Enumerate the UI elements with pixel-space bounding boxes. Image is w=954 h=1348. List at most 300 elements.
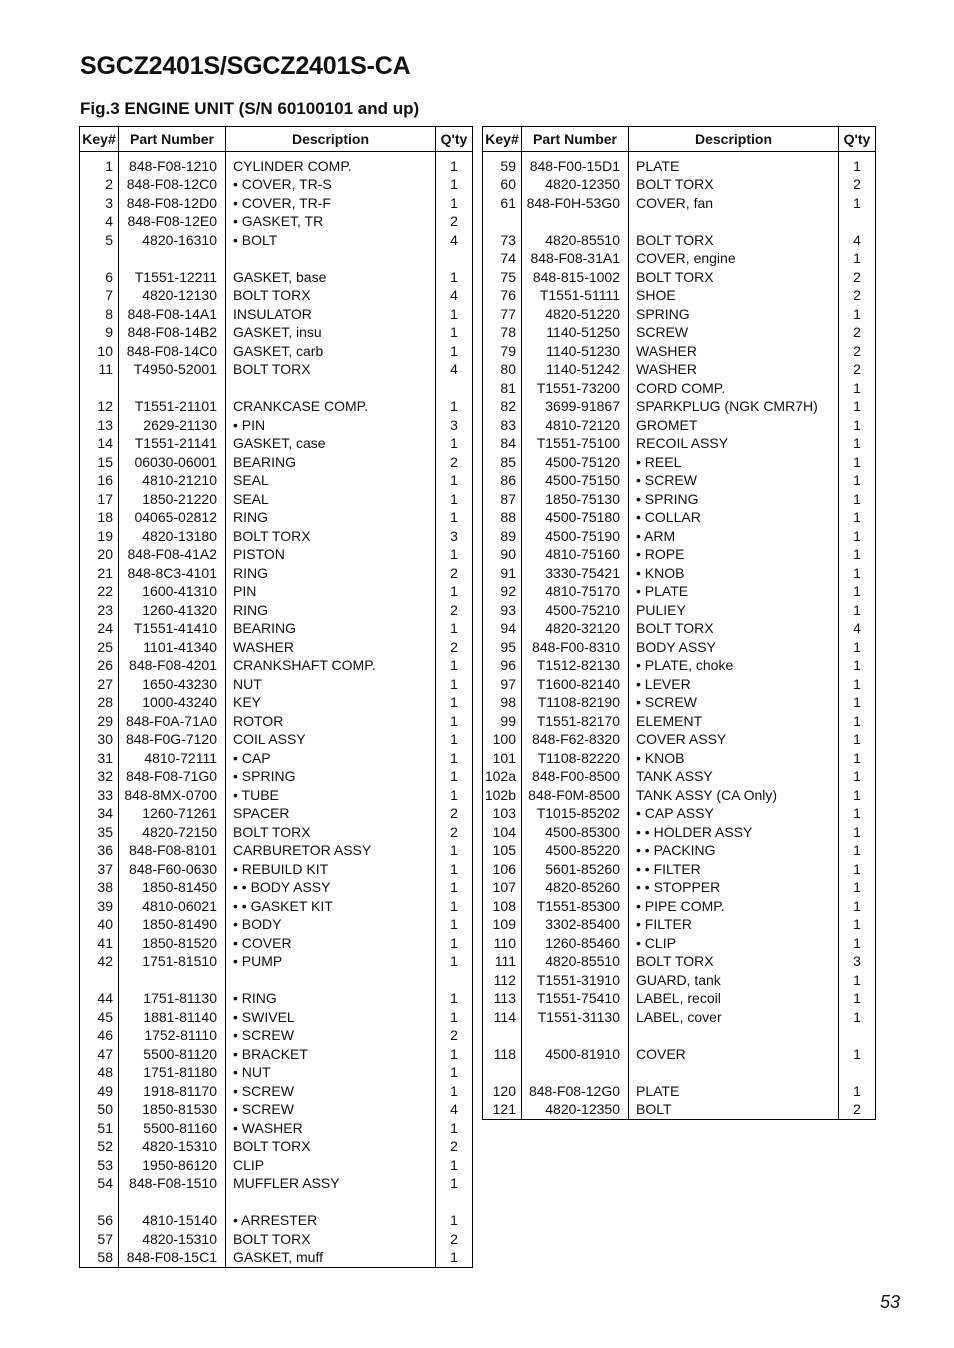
cell-description: LABEL, cover [629,1008,839,1027]
cell-description: • CLIP [629,934,839,953]
cell-part-number: 848-F08-1210 [119,157,226,176]
cell-key: 30 [80,730,119,749]
table-row [483,305,876,324]
cell-quantity: 1 [436,1248,473,1267]
cell-part-number: T1551-73200 [522,379,629,398]
cell-description: PLATE [629,1082,839,1101]
table-row [483,212,876,231]
cell-quantity: 2 [436,1026,473,1045]
cell-part-number: T1512-82130 [522,656,629,675]
table-row [483,823,876,842]
cell-key: 99 [483,712,522,731]
cell-quantity: 1 [839,249,876,268]
cell-key: 22 [80,582,119,601]
cell-key: 16 [80,471,119,490]
cell-quantity: 1 [839,749,876,768]
cell-key: 29 [80,712,119,731]
cell-description: • COLLAR [629,508,839,527]
cell-key: 42 [80,952,119,971]
cell-quantity: 4 [436,286,473,305]
table-row [483,693,876,712]
cell-description [629,212,839,231]
cell-part-number: 848-F08-14A1 [119,305,226,324]
cell-part-number: 848-F62-8320 [522,730,629,749]
column-header-part-number: Part Number [119,127,226,152]
cell-part-number: 1850-75130 [522,490,629,509]
cell-key: 25 [80,638,119,657]
cell-description: SPRING [629,305,839,324]
table-row [483,379,876,398]
cell-description: • • FILTER [629,860,839,879]
cell-part-number [119,249,226,268]
cell-quantity: 2 [436,1137,473,1156]
table-row [483,860,876,879]
cell-key: 100 [483,730,522,749]
cell-description: BEARING [226,619,436,638]
cell-description: SCREW [629,323,839,342]
cell-key: 93 [483,601,522,620]
cell-part-number: 848-F08-8101 [119,841,226,860]
cell-part-number: T1015-85202 [522,804,629,823]
cell-quantity: 1 [436,1174,473,1193]
cell-description [226,1193,436,1212]
cell-part-number: 1260-85460 [522,934,629,953]
column-header-key: Key# [80,127,119,152]
cell-quantity: 1 [839,397,876,416]
cell-part-number: 1950-86120 [119,1156,226,1175]
table-row [483,841,876,860]
cell-description: • KNOB [629,749,839,768]
cell-quantity: 2 [839,360,876,379]
cell-key: 50 [80,1100,119,1119]
cell-part-number: T4950-52001 [119,360,226,379]
cell-description: • BOLT [226,231,436,250]
cell-key: 92 [483,582,522,601]
table-row [80,1230,473,1249]
table-row [483,564,876,583]
cell-quantity: 1 [436,952,473,971]
cell-key: 90 [483,545,522,564]
cell-part-number: 848-F08-12D0 [119,194,226,213]
cell-description: COVER, engine [629,249,839,268]
cell-key: 28 [80,693,119,712]
cell-part-number: 4820-12350 [522,175,629,194]
cell-part-number: T1551-75410 [522,989,629,1008]
cell-quantity: 1 [436,305,473,324]
table-row [483,545,876,564]
table-row [80,1248,473,1267]
cell-quantity: 1 [436,545,473,564]
column-header-description: Description [226,127,436,152]
cell-part-number: 848-F08-15C1 [119,1248,226,1267]
cell-quantity: 1 [839,860,876,879]
table-row [80,323,473,342]
cell-part-number: 848-F00-15D1 [522,157,629,176]
cell-part-number: 1101-41340 [119,638,226,657]
cell-key: 113 [483,989,522,1008]
cell-quantity: 1 [839,971,876,990]
cell-key: 18 [80,508,119,527]
cell-description: COVER ASSY [629,730,839,749]
cell-key: 36 [80,841,119,860]
cell-description: RING [226,601,436,620]
cell-description: • NUT [226,1063,436,1082]
cell-part-number: 848-F08-41A2 [119,545,226,564]
cell-quantity [839,1026,876,1045]
cell-key: 3 [80,194,119,213]
table-row [483,786,876,805]
cell-part-number: 848-F0M-8500 [522,786,629,805]
table-row [483,675,876,694]
cell-description: BOLT TORX [226,1230,436,1249]
cell-key: 75 [483,268,522,287]
cell-quantity: 2 [436,564,473,583]
table-row [483,1045,876,1064]
cell-key [80,379,119,398]
cell-part-number: 848-F0H-53G0 [522,194,629,213]
cell-key: 102a [483,767,522,786]
cell-part-number [522,212,629,231]
cell-key: 91 [483,564,522,583]
cell-description: RING [226,564,436,583]
cell-key: 14 [80,434,119,453]
table-row [80,804,473,823]
cell-description: • PLATE [629,582,839,601]
cell-description: CLIP [226,1156,436,1175]
cell-key: 88 [483,508,522,527]
cell-part-number: 1260-71261 [119,804,226,823]
cell-quantity: 1 [839,434,876,453]
cell-quantity: 1 [839,675,876,694]
table-row [483,416,876,435]
cell-quantity: 4 [839,619,876,638]
cell-quantity: 1 [436,1156,473,1175]
cell-quantity: 1 [436,490,473,509]
cell-part-number: 3330-75421 [522,564,629,583]
cell-key: 4 [80,212,119,231]
cell-description: • SPRING [226,767,436,786]
cell-key: 15 [80,453,119,472]
cell-part-number: T1551-21141 [119,434,226,453]
cell-quantity: 1 [436,268,473,287]
cell-part-number: 4810-15140 [119,1211,226,1230]
cell-part-number: 4820-12350 [522,1100,629,1119]
cell-description: SEAL [226,471,436,490]
cell-description: ROTOR [226,712,436,731]
cell-description [226,971,436,990]
cell-key: 32 [80,767,119,786]
cell-part-number: 848-F08-71G0 [119,767,226,786]
cell-key: 57 [80,1230,119,1249]
table-row [483,915,876,934]
cell-description: • TUBE [226,786,436,805]
cell-description: COVER, fan [629,194,839,213]
cell-part-number: 1752-81110 [119,1026,226,1045]
cell-description: WASHER [226,638,436,657]
cell-description: MUFFLER ASSY [226,1174,436,1193]
cell-quantity: 1 [436,434,473,453]
table-row [80,1119,473,1138]
cell-part-number: 4820-85510 [522,952,629,971]
cell-key [483,1063,522,1082]
cell-quantity: 1 [436,749,473,768]
table-row [80,1193,473,1212]
table-row [80,1156,473,1175]
cell-key [483,212,522,231]
cell-key: 80 [483,360,522,379]
cell-part-number: 4500-75150 [522,471,629,490]
cell-part-number [119,379,226,398]
cell-part-number: 1260-41320 [119,601,226,620]
cell-description: INSULATOR [226,305,436,324]
cell-key: 61 [483,194,522,213]
cell-quantity: 1 [436,508,473,527]
cell-part-number: 4810-75170 [522,582,629,601]
cell-part-number: T1600-82140 [522,675,629,694]
cell-part-number: 4500-75190 [522,527,629,546]
cell-quantity: 1 [839,989,876,1008]
table-row [80,712,473,731]
cell-quantity: 4 [436,360,473,379]
cell-description: SHOE [629,286,839,305]
table-row [80,823,473,842]
cell-quantity: 1 [839,786,876,805]
cell-part-number: 5500-81120 [119,1045,226,1064]
cell-description: • • PACKING [629,841,839,860]
cell-description: • CAP ASSY [629,804,839,823]
cell-quantity: 1 [436,693,473,712]
cell-key: 47 [80,1045,119,1064]
table-row [483,749,876,768]
cell-key: 17 [80,490,119,509]
cell-quantity: 1 [436,989,473,1008]
cell-description: WASHER [629,342,839,361]
cell-description: GROMET [629,416,839,435]
cell-quantity: 1 [436,1119,473,1138]
table-row [80,175,473,194]
cell-quantity: 2 [839,286,876,305]
cell-key: 26 [80,656,119,675]
cell-key: 58 [80,1248,119,1267]
cell-part-number: 848-F00-8310 [522,638,629,657]
column-header-part-number: Part Number [522,127,629,152]
cell-quantity: 1 [839,194,876,213]
table-row [483,323,876,342]
cell-key: 7 [80,286,119,305]
cell-part-number: 3302-85400 [522,915,629,934]
table-row [80,194,473,213]
table-row [80,971,473,990]
cell-key: 41 [80,934,119,953]
table-row [80,989,473,1008]
cell-quantity: 1 [436,1063,473,1082]
cell-quantity: 1 [436,1082,473,1101]
cell-description: • • BODY ASSY [226,878,436,897]
cell-quantity: 1 [839,915,876,934]
table-row [80,675,473,694]
cell-description: TANK ASSY [629,767,839,786]
table-row [483,767,876,786]
cell-key: 114 [483,1008,522,1027]
cell-part-number: 1918-81170 [119,1082,226,1101]
table-row [80,342,473,361]
cell-key: 40 [80,915,119,934]
cell-quantity: 4 [436,231,473,250]
cell-quantity: 1 [839,453,876,472]
table-row [80,730,473,749]
cell-description: • • STOPPER [629,878,839,897]
cell-quantity: 1 [839,527,876,546]
table-row [80,582,473,601]
cell-description: PIN [226,582,436,601]
table-row [483,582,876,601]
cell-key: 105 [483,841,522,860]
cell-part-number: 848-F08-31A1 [522,249,629,268]
cell-quantity: 2 [436,638,473,657]
column-header-description: Description [629,127,839,152]
cell-key: 37 [80,860,119,879]
parts-table-right-body [483,152,876,1120]
cell-part-number: 1881-81140 [119,1008,226,1027]
cell-quantity: 1 [839,730,876,749]
cell-quantity: 1 [839,841,876,860]
cell-part-number: 06030-06001 [119,453,226,472]
cell-key [483,1026,522,1045]
cell-quantity: 2 [839,1100,876,1119]
cell-part-number: T1108-82220 [522,749,629,768]
table-row [80,897,473,916]
cell-quantity: 2 [839,323,876,342]
cell-key: 85 [483,453,522,472]
cell-part-number: 848-8C3-4101 [119,564,226,583]
cell-quantity: 2 [839,342,876,361]
cell-description: SEAL [226,490,436,509]
cell-quantity: 1 [436,934,473,953]
cell-part-number: 4500-75180 [522,508,629,527]
cell-key: 5 [80,231,119,250]
cell-part-number: 1140-51230 [522,342,629,361]
cell-key: 8 [80,305,119,324]
parts-table-left-body [80,152,473,1268]
cell-quantity: 3 [436,527,473,546]
cell-quantity: 1 [436,175,473,194]
cell-description: CRANKSHAFT COMP. [226,656,436,675]
cell-description: GASKET, muff [226,1248,436,1267]
table-row [483,471,876,490]
cell-description: CYLINDER COMP. [226,157,436,176]
cell-key: 84 [483,434,522,453]
cell-part-number: 848-815-1002 [522,268,629,287]
cell-quantity: 2 [436,1230,473,1249]
cell-description: BOLT [629,1100,839,1119]
cell-quantity: 1 [436,675,473,694]
cell-part-number: 4810-72120 [522,416,629,435]
cell-part-number: 4820-85510 [522,231,629,250]
cell-description: • BODY [226,915,436,934]
table-row [80,397,473,416]
cell-key: 52 [80,1137,119,1156]
table-row [80,508,473,527]
table-row [483,1008,876,1027]
cell-description: GASKET, insu [226,323,436,342]
cell-part-number: 4820-12130 [119,286,226,305]
cell-part-number: 4500-75120 [522,453,629,472]
cell-quantity [839,1063,876,1082]
cell-key: 74 [483,249,522,268]
cell-description: SPACER [226,804,436,823]
table-row [483,1026,876,1045]
cell-description [629,1063,839,1082]
cell-key: 23 [80,601,119,620]
cell-quantity: 1 [436,860,473,879]
table-row [483,453,876,472]
cell-key: 97 [483,675,522,694]
table-row [483,508,876,527]
cell-key: 118 [483,1045,522,1064]
table-row [80,305,473,324]
cell-part-number: 1140-51250 [522,323,629,342]
cell-quantity: 1 [436,157,473,176]
cell-part-number [119,1193,226,1212]
cell-key: 112 [483,971,522,990]
cell-part-number: 4500-85300 [522,823,629,842]
cell-quantity: 1 [839,379,876,398]
cell-part-number: 1000-43240 [119,693,226,712]
cell-quantity: 1 [436,1008,473,1027]
table-row [80,619,473,638]
cell-part-number: 5601-85260 [522,860,629,879]
cell-quantity: 1 [436,619,473,638]
cell-quantity: 1 [436,342,473,361]
cell-key: 1 [80,157,119,176]
cell-quantity: 1 [839,471,876,490]
cell-description: BOLT TORX [629,175,839,194]
cell-quantity: 1 [436,1045,473,1064]
table-row [80,268,473,287]
table-row [483,194,876,213]
table-row [483,1100,876,1119]
cell-description: • SCREW [629,693,839,712]
cell-quantity [436,379,473,398]
cell-key: 89 [483,527,522,546]
cell-key: 6 [80,268,119,287]
table-row [80,249,473,268]
cell-quantity: 1 [839,508,876,527]
cell-key: 34 [80,804,119,823]
cell-description: • CAP [226,749,436,768]
cell-part-number: T1551-31130 [522,1008,629,1027]
cell-key: 76 [483,286,522,305]
cell-quantity: 3 [436,416,473,435]
table-row [80,1174,473,1193]
cell-part-number: 1850-81450 [119,878,226,897]
cell-part-number: 4820-16310 [119,231,226,250]
cell-description: COVER [629,1045,839,1064]
table-row [483,712,876,731]
cell-key: 20 [80,545,119,564]
table-row [483,619,876,638]
cell-quantity: 1 [839,601,876,620]
table-row [80,638,473,657]
table-row [80,1211,473,1230]
cell-part-number: 1751-81180 [119,1063,226,1082]
cell-quantity: 1 [839,545,876,564]
table-row [483,434,876,453]
cell-key: 109 [483,915,522,934]
cell-description: • PUMP [226,952,436,971]
cell-key: 9 [80,323,119,342]
cell-part-number: 2629-21130 [119,416,226,435]
